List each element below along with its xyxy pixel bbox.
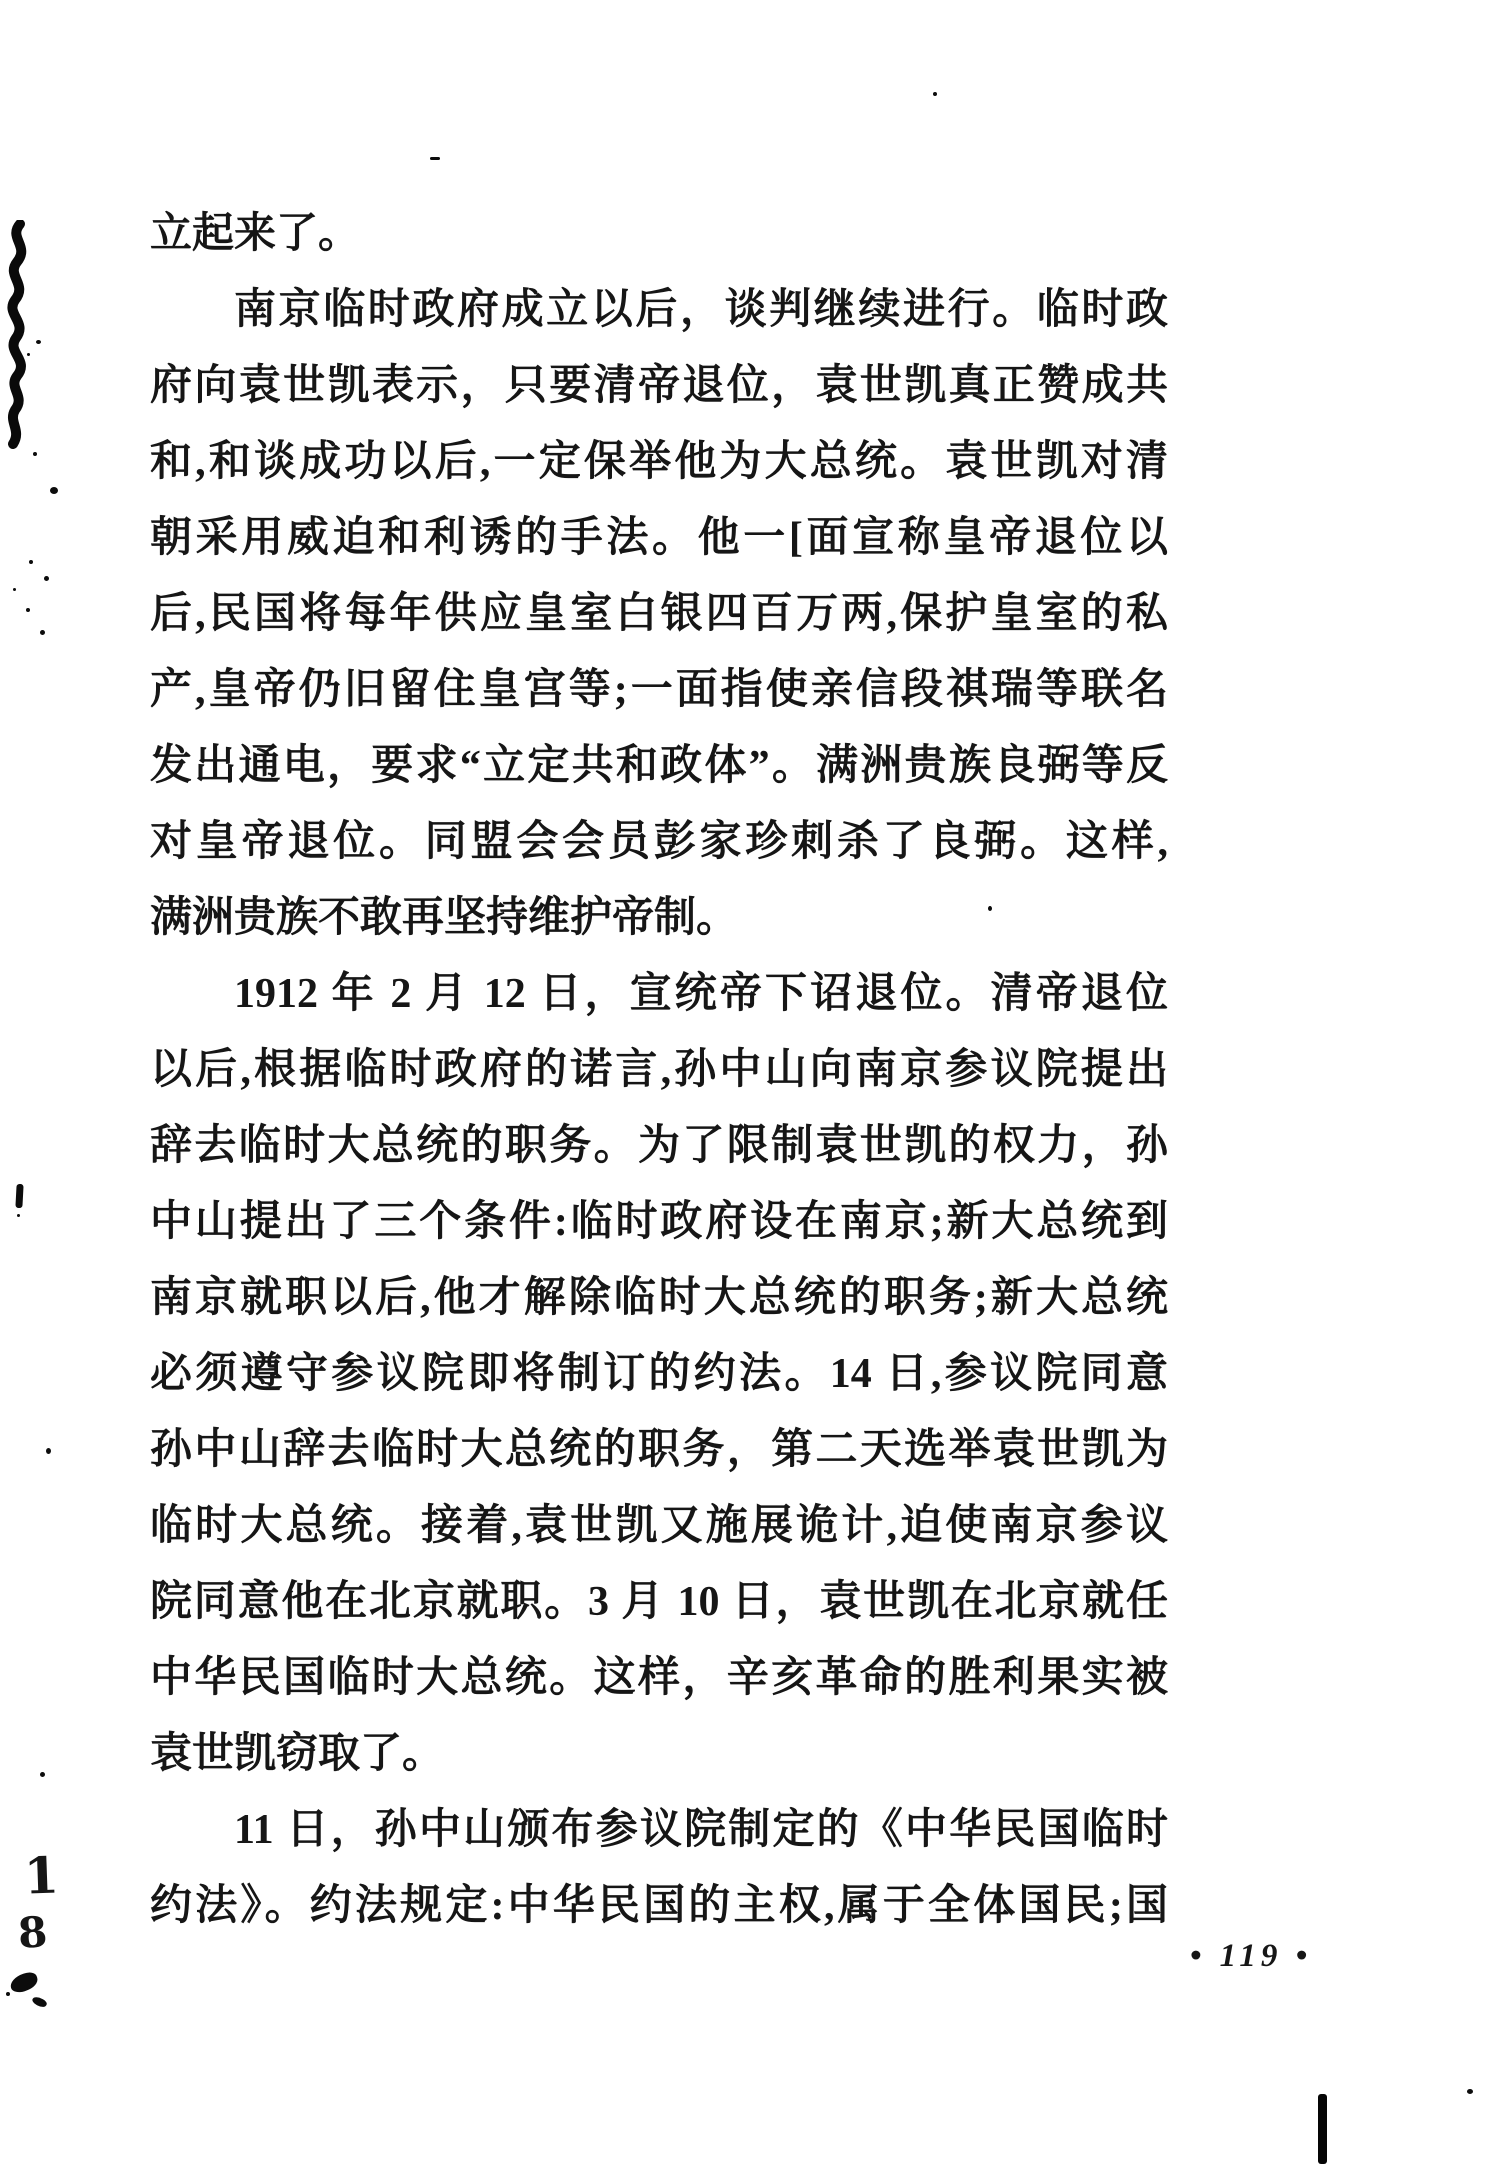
text-line: 产,皇帝仍旧留住皇宫等;一面指使亲信段祺瑞等联名 — [150, 667, 1168, 713]
text-line: 朝采用威迫和利诱的手法。他一[面宣称皇帝退位以 — [150, 515, 1168, 561]
text-line: 府向袁世凯表示，只要清帝退位，袁世凯真正赞成共 — [150, 363, 1168, 409]
text-line: 院同意他在北京就职。3 月 10 日，袁世凯在北京就任 — [150, 1579, 1168, 1625]
ink-speck — [933, 92, 937, 96]
ink-speck — [26, 608, 30, 612]
text-line: 辞去临时大总统的职务。为了限制袁世凯的权力，孙 — [150, 1123, 1168, 1169]
margin-stamp-digit-bottom: 8 — [16, 1907, 49, 1958]
text-line: 袁世凯窃取了。 — [150, 1731, 445, 1777]
ink-speck — [17, 1214, 20, 1217]
ink-speck — [40, 1772, 45, 1777]
text-line: 必须遵守参议院即将制订的约法。14 日,参议院同意 — [150, 1351, 1168, 1397]
ink-speck — [46, 1448, 51, 1454]
scan-bar-artifact — [1318, 2094, 1327, 2164]
text-line: 11 日，孙中山颁布参议院制定的《中华民国临时 — [234, 1807, 1168, 1853]
ink-smudge — [8, 1970, 40, 1995]
text-line: 约法》。约法规定:中华民国的主权,属于全体国民;国 — [150, 1883, 1168, 1929]
ink-speck — [29, 560, 33, 564]
text-line: 孙中山辞去临时大总统的职务，第二天选举袁世凯为 — [150, 1427, 1168, 1473]
ink-speck — [40, 630, 45, 635]
ink-speck — [1467, 2089, 1473, 2094]
text-line: 后,民国将每年供应皇室白银四百万两,保护皇室的私 — [150, 591, 1168, 637]
text-line: 1912 年 2 月 12 日，宣统帝下诏退位。清帝退位 — [234, 971, 1168, 1017]
ink-speck — [50, 487, 58, 494]
text-line: 中山提出了三个条件:临时政府设在南京;新大总统到 — [150, 1199, 1168, 1245]
body-text — [150, 196, 1168, 1944]
margin-stamp-digit-top: 1 — [22, 1845, 60, 1906]
text-line: 临时大总统。接着,袁世凯又施展诡计,迫使南京参议 — [150, 1503, 1168, 1549]
text-line: 南京临时政府成立以后，谈判继续进行。临时政 — [234, 287, 1168, 333]
text-line: 立起来了。 — [150, 211, 361, 257]
text-line: 和,和谈成功以后,一定保举他为大总统。袁世凯对清 — [150, 439, 1168, 485]
text-line: 中华民国临时大总统。这样，辛亥革命的胜利果实被 — [150, 1655, 1168, 1701]
ink-speck — [27, 353, 30, 356]
ink-speck — [36, 340, 41, 344]
ink-smudge — [31, 1995, 48, 2009]
ink-speck — [430, 157, 440, 160]
text-line: 对皇帝退位。同盟会会员彭家珍刺杀了良弼。这样, — [150, 819, 1168, 865]
ink-squiggle-artifact — [2, 220, 38, 452]
text-line: 发出通电，要求“立定共和政体”。满洲贵族良弼等反 — [150, 743, 1168, 789]
text-line: 南京就职以后,他才解除临时大总统的职务;新大总统 — [150, 1275, 1168, 1321]
ink-speck — [6, 1992, 10, 1996]
ink-speck — [13, 588, 16, 591]
text-line: 以后,根据临时政府的诺言,孙中山向南京参议院提出 — [150, 1047, 1168, 1093]
margin-mark-artifact — [15, 1184, 23, 1208]
ink-speck — [44, 576, 49, 581]
ink-speck — [33, 452, 37, 456]
page-number: • 119 • — [1189, 1938, 1313, 1974]
text-line: 满洲贵族不敢再坚持维护帝制。 — [150, 895, 739, 941]
